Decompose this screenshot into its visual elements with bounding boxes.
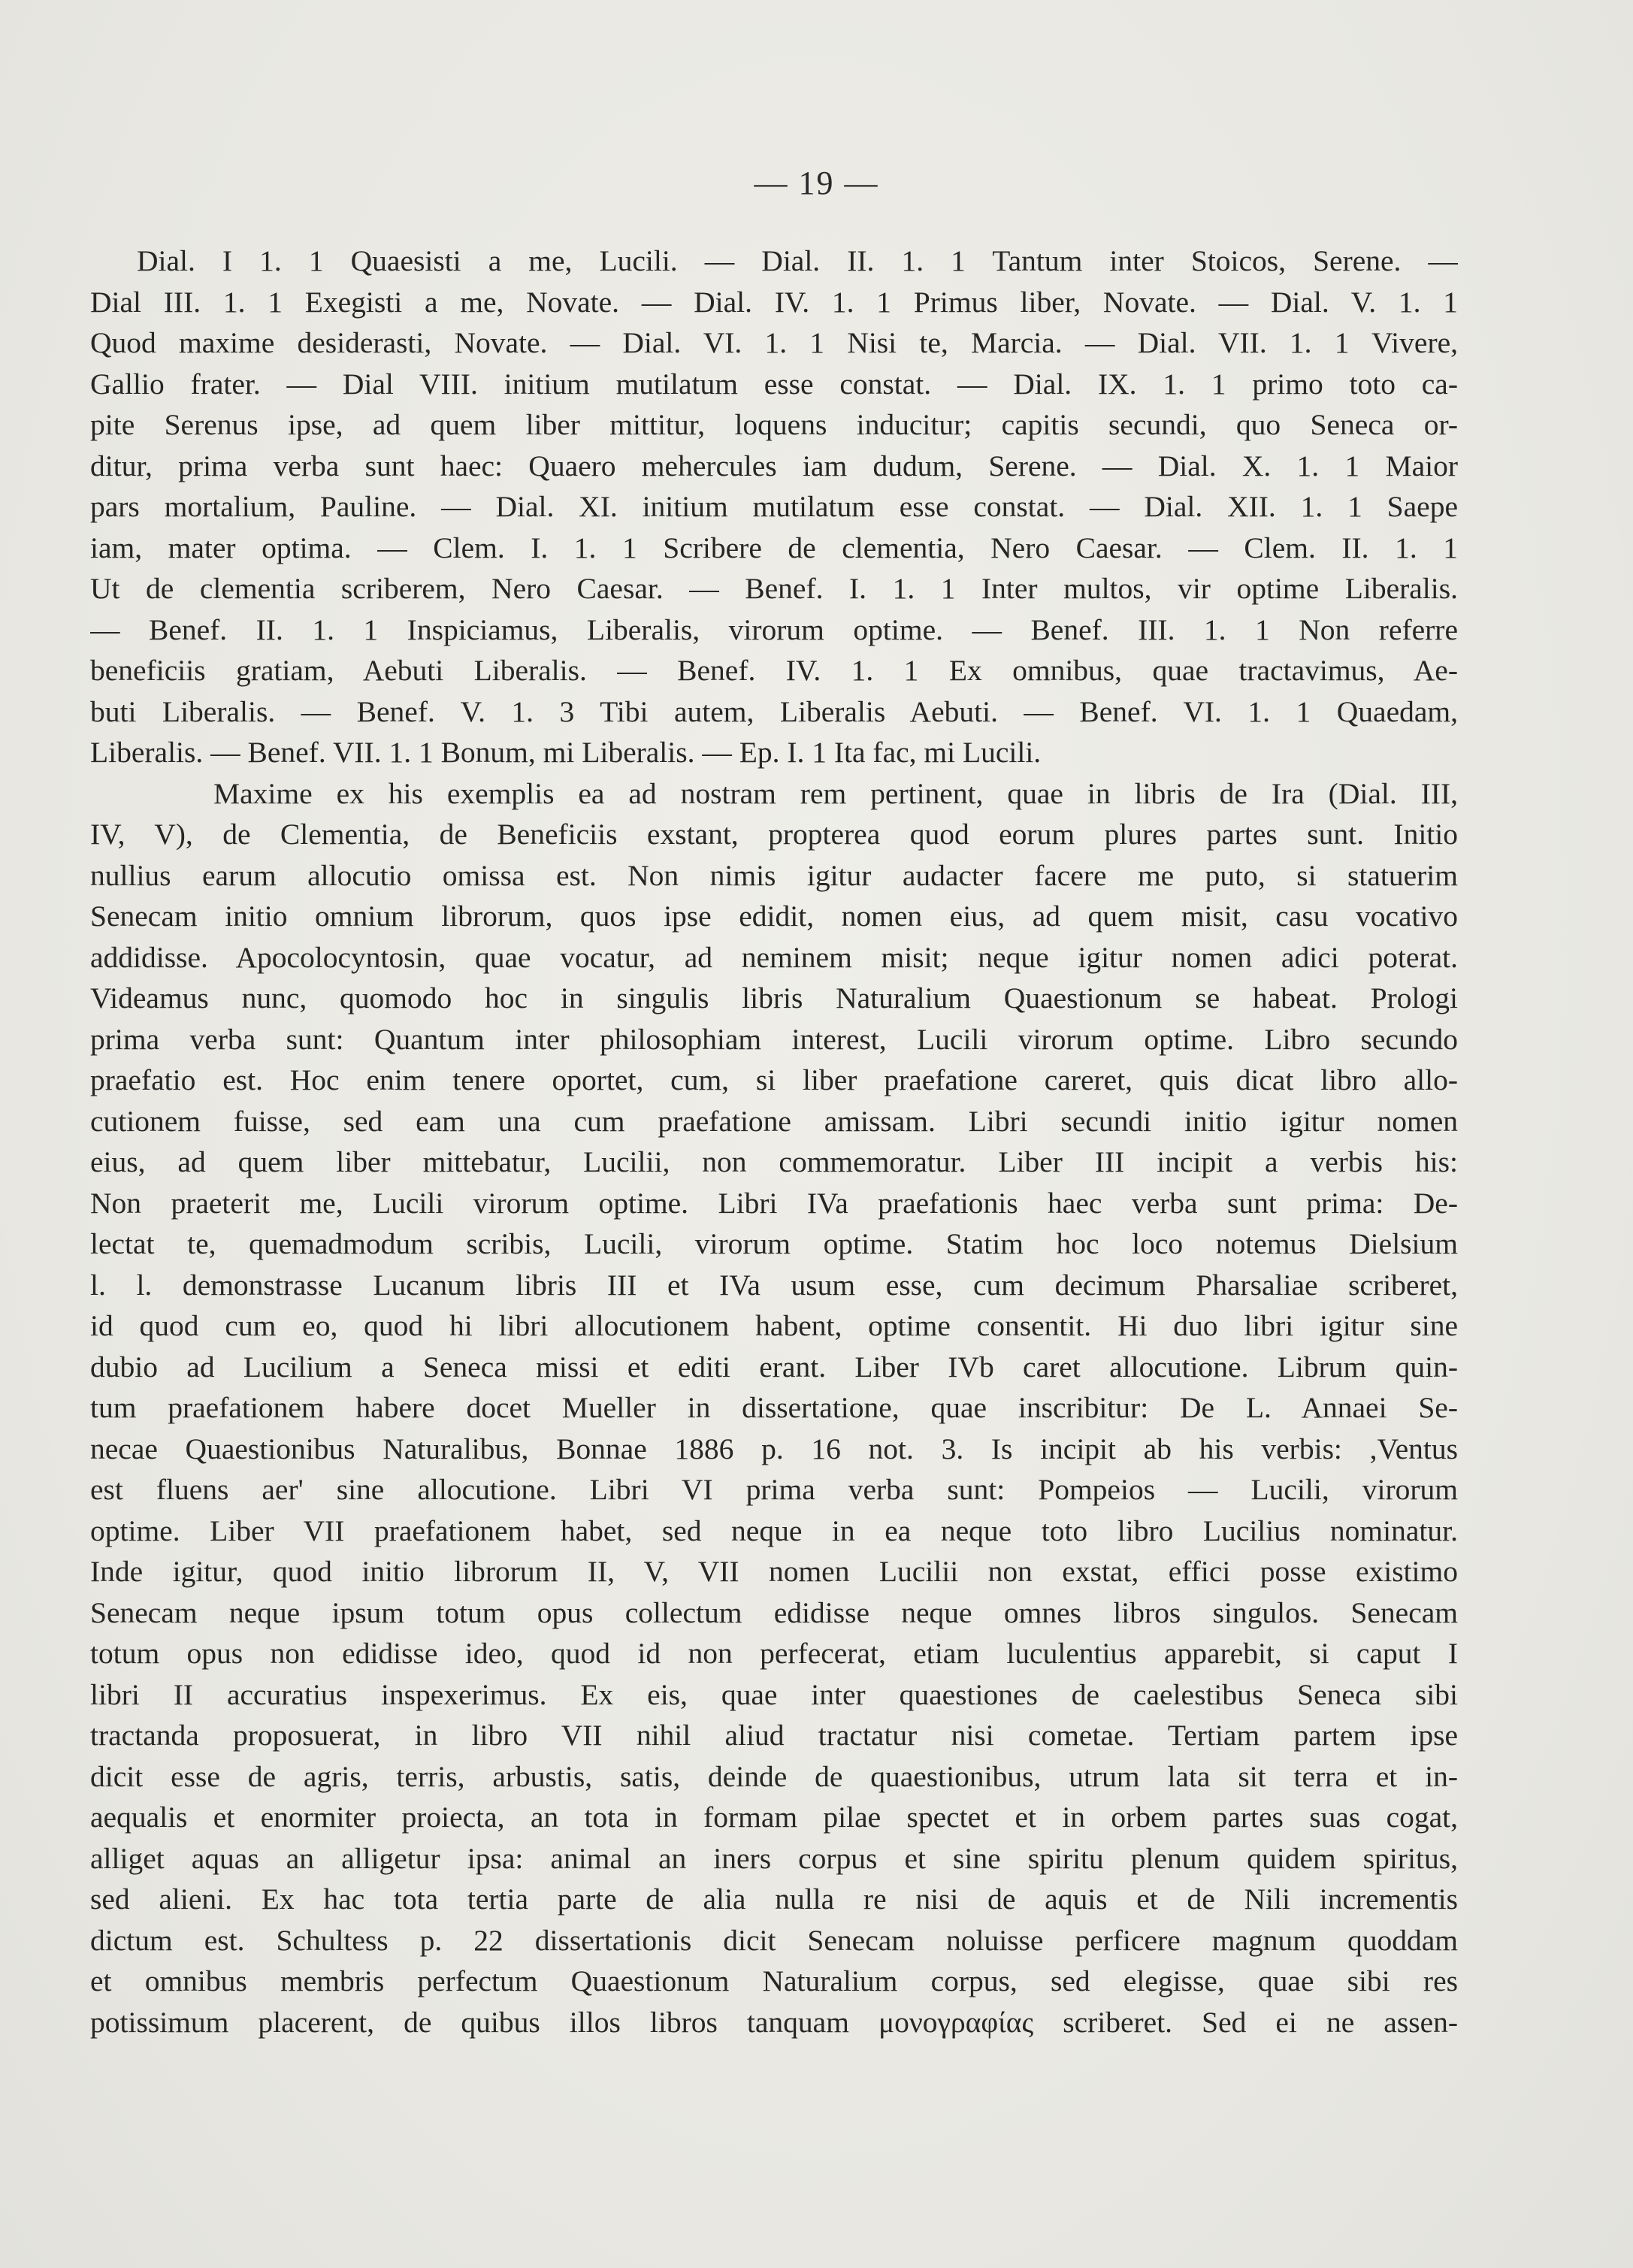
text-line: Quod maxime desiderasti, Novate. — Dial. VI. 1. 1 Nisi te, Marcia. — Dial. VII. 1. 1 Vivere, bbox=[90, 326, 1458, 359]
text-line: et omnibus membris perfectum Quaestionum Naturalium corpus, sed elegisse, quae sibi res bbox=[90, 1964, 1458, 1997]
text-line: Ut de clementia scriberem, Nero Caesar. — Benef. I. 1. 1 Inter multos, vir optime Liberalis. bbox=[90, 572, 1458, 605]
text-line: est fluens aer' sine allocutione. Libri VI prima verba sunt: Pompeios — Lucili, virorum bbox=[90, 1473, 1458, 1506]
text-line: addidisse. Apocolocyntosin, quae vocatur, ad neminem misit; neque igitur nomen adici poterat. bbox=[90, 940, 1458, 974]
text-line: tum praefationem habere docet Mueller in dissertatione, quae inscribitur: De L. Annaei Se- bbox=[90, 1391, 1458, 1424]
text-line: dictum est. Schultess p. 22 dissertationis dicit Senecam noluisse perficere magnum quoddam bbox=[90, 1923, 1458, 1957]
text-line: buti Liberalis. — Benef. V. 1. 3 Tibi autem, Liberalis Aebuti. — Benef. VI. 1. 1 Quaedam, bbox=[90, 694, 1458, 728]
text-line: Videamus nunc, quomodo hoc in singulis libris Naturalium Quaestionum se habeat. Prologi bbox=[90, 981, 1458, 1015]
text-line: Non praeterit me, Lucili virorum optime. Libri IVa praefationis haec verba sunt prima: De- bbox=[90, 1186, 1458, 1220]
text-line: beneficiis gratiam, Aebuti Liberalis. — Benef. IV. 1. 1 Ex omnibus, quae tractavimus, Ae- bbox=[90, 654, 1458, 687]
text-line: Gallio frater. — Dial VIII. initium mutilatum esse constat. — Dial. IX. 1. 1 primo toto ca- bbox=[90, 367, 1458, 401]
text-line: Senecam initio omnium librorum, quos ipse edidit, nomen eius, ad quem misit, casu vocativo bbox=[90, 900, 1458, 933]
text-line: pite Serenus ipse, ad quem liber mittitur, loquens inducitur; capitis secundi, quo Seneca or- bbox=[90, 408, 1458, 441]
text-line: aequalis et enormiter proiecta, an tota in formam pilae spectet et in orbem partes suas cogat, bbox=[90, 1801, 1458, 1834]
text-line: potissimum placerent, de quibus illos libros tanquam μονογραφίας scriberet. Sed ei ne assen- bbox=[90, 2005, 1458, 2039]
text-line: ditur, prima verba sunt haec: Quaero mehercules iam dudum, Serene. — Dial. X. 1. 1 Maior bbox=[90, 449, 1458, 482]
text-line: lectat te, quemadmodum scribis, Lucili, virorum optime. Statim hoc loco notemus Dielsium bbox=[90, 1227, 1458, 1260]
paragraph-main bbox=[90, 773, 1458, 2043]
text-line: Senecam neque ipsum totum opus collectum edidisse neque omnes libros singulos. Senecam bbox=[90, 1595, 1458, 1629]
text-line: necae Quaestionibus Naturalibus, Bonnae 1886 p. 16 not. 3. Is incipit ab his verbis: ,Ventus bbox=[90, 1432, 1458, 1465]
text-line: Liberalis. — Benef. VII. 1. 1 Bonum, mi Liberalis. — Ep. I. 1 Ita fac, mi Lucili. bbox=[90, 736, 1042, 769]
text-line: pars mortalium, Pauline. — Dial. XI. initium mutilatum esse constat. — Dial. XII. 1. 1 Saepe bbox=[90, 490, 1458, 523]
text-line: IV, V), de Clementia, de Beneficiis exstant, propterea quod eorum plures partes sunt. Initio bbox=[90, 818, 1458, 851]
text-line: libri II accuratius inspexerimus. Ex eis, quae inter quaestiones de caelestibus Seneca sibi bbox=[90, 1677, 1458, 1711]
page-number: — 19 — bbox=[754, 165, 879, 201]
text-line: id quod cum eo, quod hi libri allocutionem habent, optime consentit. Hi duo libri igitur sine bbox=[90, 1309, 1458, 1342]
body-text bbox=[90, 240, 1458, 2043]
text-line: nullius earum allocutio omissa est. Non nimis igitur audacter facere me puto, si statuerim bbox=[90, 858, 1458, 892]
text-line: dicit esse de agris, terris, arbustis, satis, deinde de quaestionibus, utrum lata sit terra et in- bbox=[90, 1759, 1458, 1793]
text-line: eius, ad quem liber mittebatur, Lucilii, non commemoratur. Liber III incipit a verbis his: bbox=[90, 1145, 1458, 1178]
text-line: Dial III. 1. 1 Exegisti a me, Novate. — Dial. IV. 1. 1 Primus liber, Novate. — Dial. V. 1. 1 bbox=[90, 285, 1458, 319]
text-line: — Benef. II. 1. 1 Inspiciamus, Liberalis, virorum optime. — Benef. III. 1. 1 Non referre bbox=[90, 612, 1458, 646]
paragraph-citations bbox=[90, 240, 1458, 773]
text-line: l. l. demonstrasse Lucanum libris III et IVa usum esse, cum decimum Pharsaliae scriberet, bbox=[90, 1268, 1458, 1302]
text-line: Inde igitur, quod initio librorum II, V, VII nomen Lucilii non exstat, effici posse existimo bbox=[90, 1555, 1458, 1588]
text-line: praefatio est. Hoc enim tenere oportet, cum, si liber praefatione careret, quis dicat libro allo- bbox=[90, 1063, 1458, 1096]
text-line: dubio ad Lucilium a Seneca missi et editi erant. Liber IVb caret allocutione. Librum quin- bbox=[90, 1350, 1458, 1383]
text-line: alliget aquas an alligetur ipsa: animal an iners corpus et sine spiritu plenum quidem spiritus, bbox=[90, 1841, 1458, 1875]
text-line: Maxime ex his exemplis ea ad nostram rem pertinent, quae in libris de Ira (Dial. III, bbox=[213, 776, 1458, 810]
text-line: prima verba sunt: Quantum inter philosophiam interest, Lucili virorum optime. Libro secundo bbox=[90, 1022, 1458, 1056]
text-line: optime. Liber VII praefationem habet, sed neque in ea neque toto libro Lucilius nominatur. bbox=[90, 1514, 1458, 1547]
text-line: cutionem fuisse, sed eam una cum praefatione amissam. Libri secundi initio igitur nomen bbox=[90, 1104, 1458, 1138]
text-line: Dial. I 1. 1 Quaesisti a me, Lucili. — Dial. II. 1. 1 Tantum inter Stoicos, Serene. — bbox=[137, 244, 1458, 277]
text-line: sed alieni. Ex hac tota tertia parte de alia nulla re nisi de aquis et de Nili incrementis bbox=[90, 1882, 1458, 1916]
text-line: totum opus non edidisse ideo, quod id non perfecerat, etiam luculentius apparebit, si caput I bbox=[90, 1637, 1458, 1670]
text-line: iam, mater optima. — Clem. I. 1. 1 Scribere de clementia, Nero Caesar. — Clem. II. 1. 1 bbox=[90, 531, 1458, 564]
text-line: tractanda proposuerat, in libro VII nihil aliud tractatur nisi cometae. Tertiam partem ipse bbox=[90, 1719, 1458, 1752]
